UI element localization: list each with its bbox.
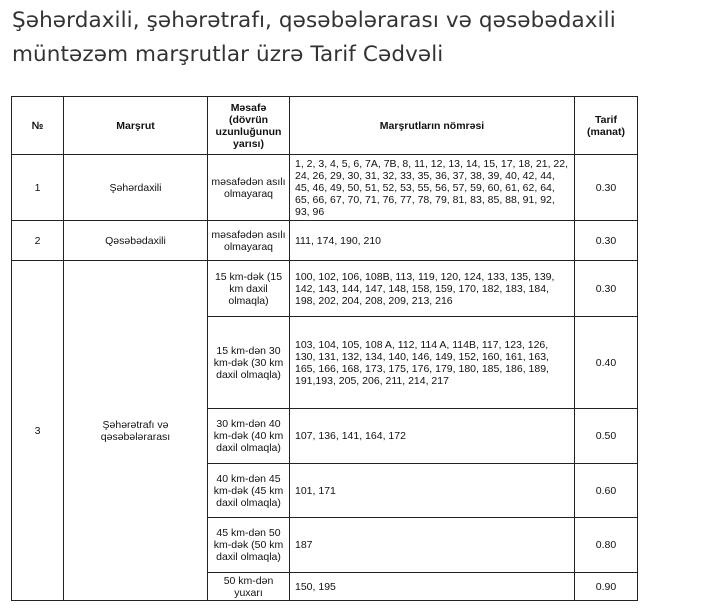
table-header-row <box>12 97 638 155</box>
row-tariff: 0.30 <box>575 221 638 261</box>
row-route-numbers: 150, 195 <box>290 573 575 601</box>
row-tariff: 0.60 <box>575 464 638 518</box>
row-route-numbers: 101, 171 <box>290 464 575 518</box>
header-numbers: Marşrutların nömrəsi <box>290 97 575 155</box>
row-route-numbers: 100, 102, 106, 108B, 113, 119, 120, 124, 133, 135, 139, 142, 143, 144, 147, 148, 158, 159, 170, 182, 183, 184, 198, 202, 204, 208, 209, 213, 216 <box>290 261 575 317</box>
row-tariff: 0.40 <box>575 317 638 409</box>
row-distance: məsafədən asılı olmayaraq <box>208 155 290 221</box>
row-tariff: 0.30 <box>575 261 638 317</box>
row-route-numbers: 1, 2, 3, 4, 5, 6, 7A, 7B, 8, 11, 12, 13, 14, 15, 17, 18, 21, 22, 24, 26, 29, 30, 31, 32, 33, 35, 36, 37, 38, 39, 40, 42, 44, 45, 46, 49, 50, 51, 52, 53, 55, 56, 57, 59, 60, 61, 62, 64, 65, 66, 67, 70, 71, 76, 77, 78, 79, 81, 83, 85, 88, 91, 92, 93, 96 <box>290 155 575 221</box>
row-route-numbers: 111, 174, 190, 210 <box>290 221 575 261</box>
row-distance: 30 km-dən 40 km-dək (40 km daxil olmaqla) <box>208 409 290 464</box>
row-tariff: 0.30 <box>575 155 638 221</box>
row-distance: məsafədən asılı olmayaraq <box>208 221 290 261</box>
table-row <box>12 221 638 261</box>
row-tariff: 0.80 <box>575 518 638 573</box>
row-route-numbers: 187 <box>290 518 575 573</box>
row-no: 2 <box>12 221 64 261</box>
row-tariff: 0.90 <box>575 573 638 601</box>
page-title: Şəhərdaxili, şəhərətrafı, qəsəbələrarası və qəsəbədaxili müntəzəm marşrutlar üzrə Tarif Cədvəli <box>12 8 616 67</box>
row-route: Şəhərdaxili <box>64 155 208 221</box>
header-tariff: Tarif (manat) <box>575 97 638 155</box>
header-distance: Məsafə (dövrün uzunluğunun yarısı) <box>208 97 290 155</box>
tariff-table <box>11 96 638 601</box>
row-distance: 45 km-dən 50 km-dək (50 km daxil olmaqla) <box>208 518 290 573</box>
row-distance: 50 km-dən yuxarı <box>208 573 290 601</box>
table-row <box>12 155 638 221</box>
header-route: Marşrut <box>64 97 208 155</box>
row-distance: 40 km-dən 45 km-dək (45 km daxil olmaqla) <box>208 464 290 518</box>
row-no: 1 <box>12 155 64 221</box>
row-tariff: 0.50 <box>575 409 638 464</box>
row-route: Şəhərətrafı və qəsəbələrarası <box>64 261 208 601</box>
header-no: № <box>12 97 64 155</box>
row-no: 3 <box>12 261 64 601</box>
row-route-numbers: 103, 104, 105, 108 A, 112, 114 A, 114B, 117, 123, 126, 130, 131, 132, 134, 140, 146, 149, 152, 160, 161, 163, 165, 166, 168, 173, 175, 176, 179, 180, 185, 186, 189, 191,193, 205, 206, 211, 214, 217 <box>290 317 575 409</box>
row-distance: 15 km-dən 30 km-dək (30 km daxil olmaqla) <box>208 317 290 409</box>
row-distance: 15 km-dək (15 km daxil olmaqla) <box>208 261 290 317</box>
table-row <box>12 261 638 317</box>
row-route-numbers: 107, 136, 141, 164, 172 <box>290 409 575 464</box>
row-route: Qəsəbədaxili <box>64 221 208 261</box>
tariff-table-container <box>11 96 637 600</box>
